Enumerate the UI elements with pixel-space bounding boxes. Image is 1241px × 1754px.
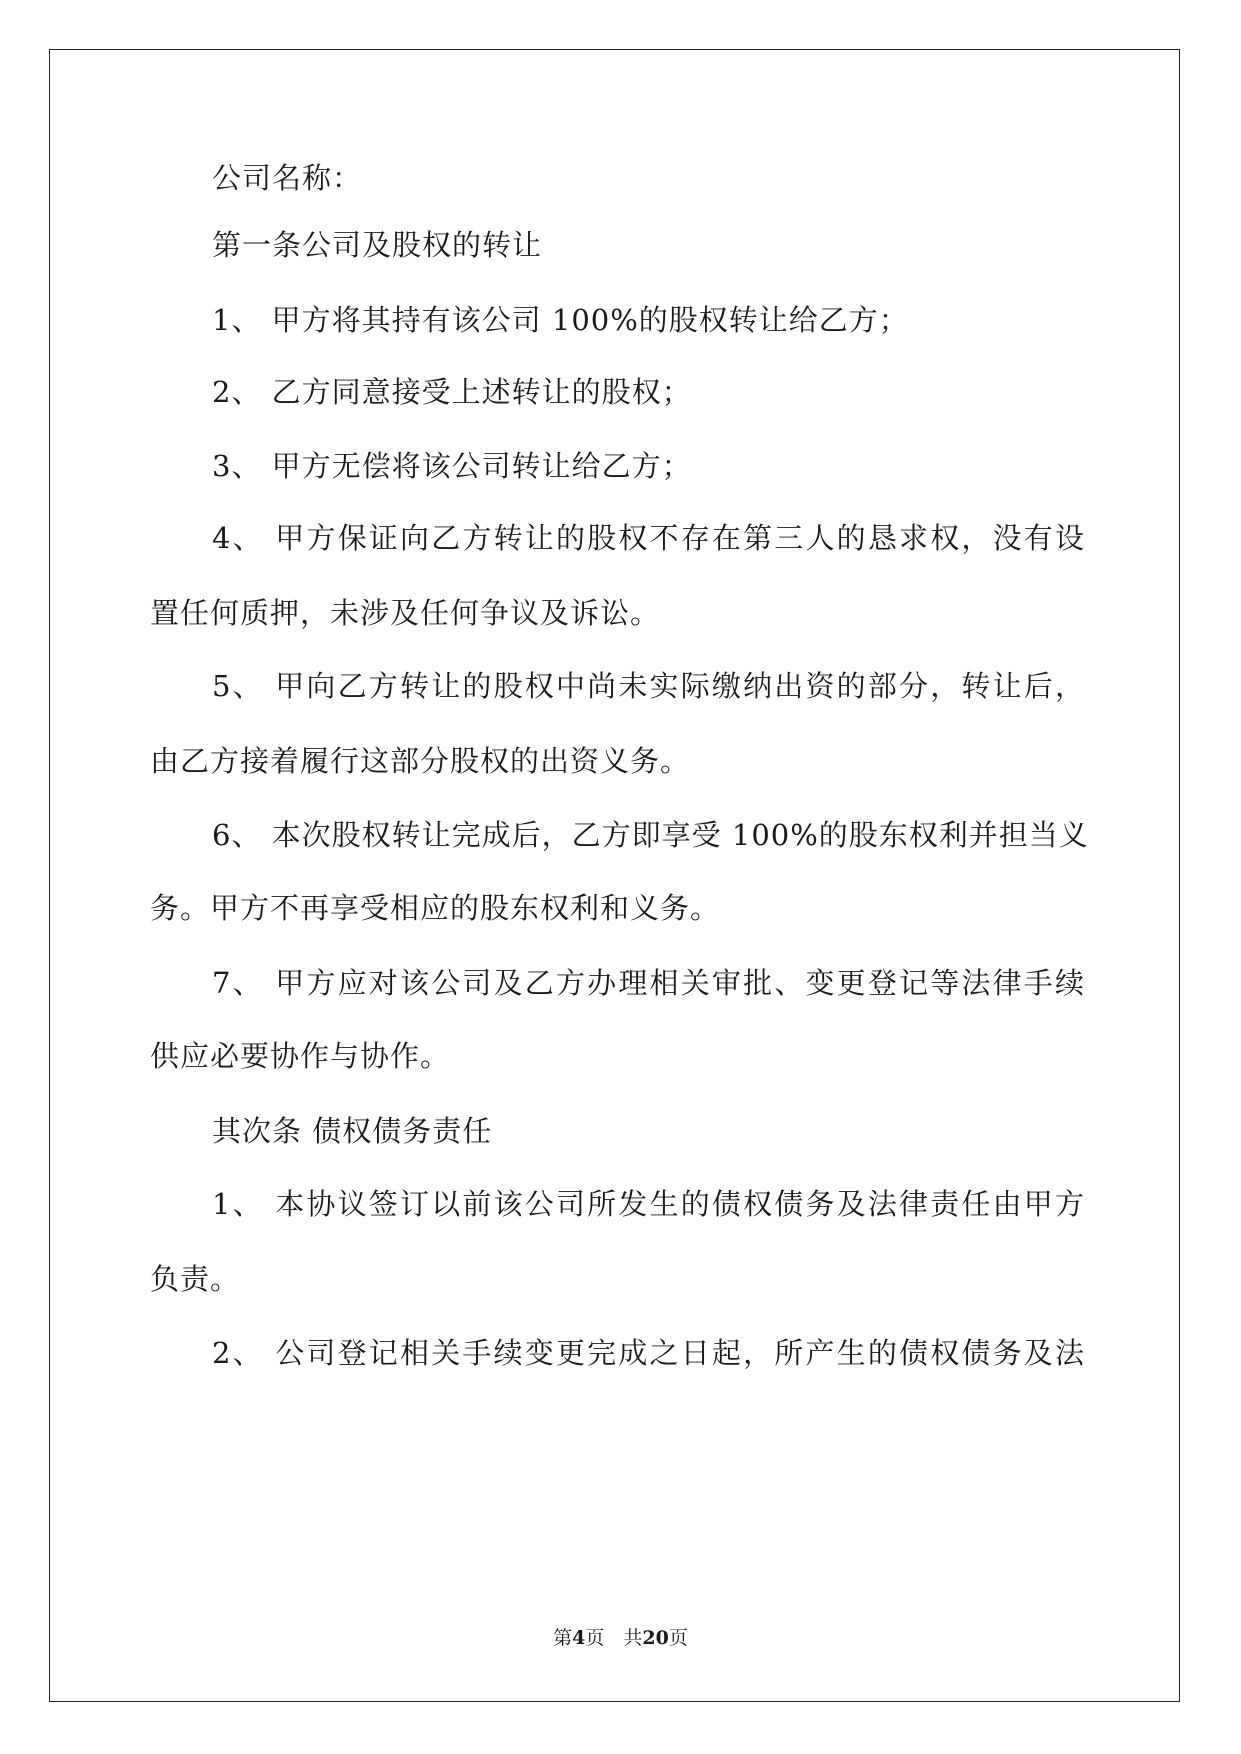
article-1-item-7-line-1: 7、 甲方应对该公司及乙方办理相关审批、变更登记等法律手续 xyxy=(212,966,1085,1000)
article-1-item-2: 2、 乙方同意接受上述转让的股权； xyxy=(212,375,692,409)
current-page-number: 4 xyxy=(572,1627,586,1649)
article-2-item-1-line-2: 负责。 xyxy=(150,1262,241,1296)
article-1-item-4-line-1: 4、 甲方保证向乙方转让的股权不存在第三人的恳求权，没有设 xyxy=(212,521,1085,555)
total-pages-number: 20 xyxy=(642,1627,669,1649)
footer-prefix: 第 xyxy=(553,1627,573,1649)
article-1-item-3: 3、 甲方无偿将该公司转让给乙方； xyxy=(212,449,692,483)
article-1-item-5-line-1: 5、 甲向乙方转让的股权中尚未实际缴纳出资的部分，转让后， xyxy=(212,669,1085,703)
article-1-item-7-line-2: 供应必要协作与协作。 xyxy=(150,1039,451,1073)
company-name-label: 公司名称： xyxy=(212,161,363,195)
footer-middle: 页 共 xyxy=(585,1627,643,1649)
article-2-item-2-line-1: 2、 公司登记相关手续变更完成之日起，所产生的债权债务及法 xyxy=(212,1336,1085,1370)
page-border xyxy=(49,49,1180,1702)
article-1-item-6-line-1: 6、 本次股权转让完成后，乙方即享受 100%的股东权利并担当义 xyxy=(212,818,1089,852)
page-footer xyxy=(0,1626,1241,1650)
article-2-heading: 其次条 债权债务责任 xyxy=(212,1114,493,1148)
article-1-item-5-line-2: 由乙方接着履行这部分股权的出资义务。 xyxy=(150,744,691,778)
article-1-item-4-line-2: 置任何质押，未涉及任何争议及诉讼。 xyxy=(150,596,661,630)
article-1-item-1: 1、 甲方将其持有该公司 100%的股权转让给乙方； xyxy=(212,303,909,337)
article-2-item-1-line-1: 1、 本协议签订以前该公司所发生的债权债务及法律责任由甲方 xyxy=(212,1187,1085,1221)
article-1-item-6-line-2: 务。甲方不再享受相应的股东权利和义务。 xyxy=(150,891,721,925)
footer-suffix: 页 xyxy=(668,1627,688,1649)
article-1-heading: 第一条公司及股权的转让 xyxy=(212,228,543,262)
